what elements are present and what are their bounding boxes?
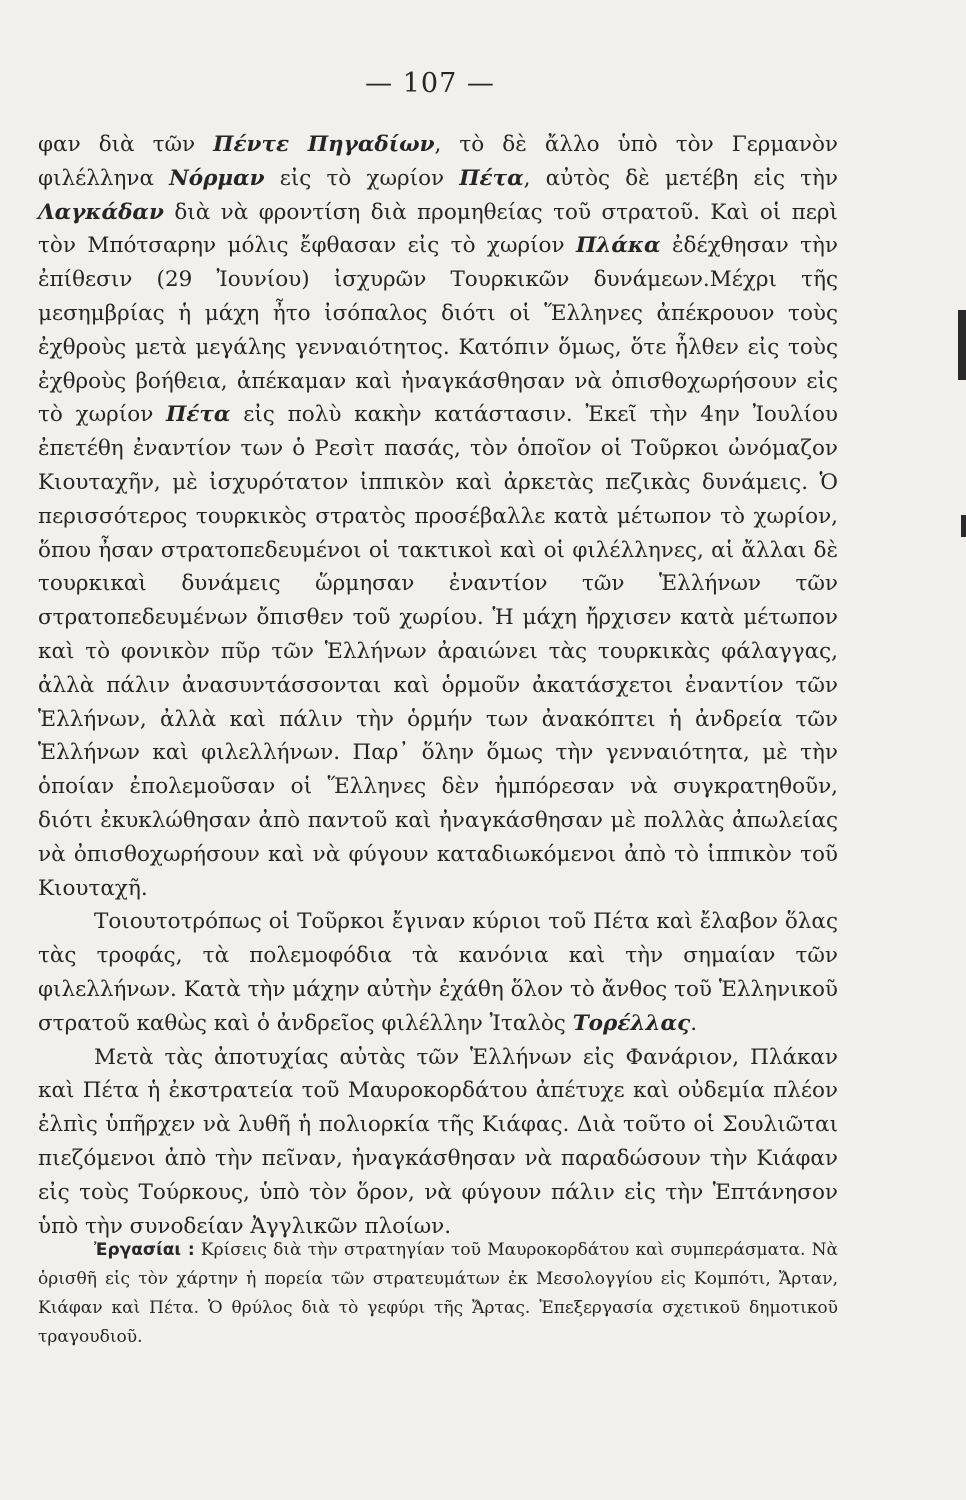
text-run: , αὐτὸς δὲ μετέβη εἰς τὴν: [523, 165, 838, 191]
page-edge-mark: [961, 515, 966, 537]
text-run: διὰ νὰ φροντίση διὰ προμηθείας τοῦ στρατοῦ. Καὶ οἱ περὶ τὸν Μπότσαρην μόλις ἔφθασαν εἰς τὸ χωρίον: [38, 199, 838, 259]
emphasized-person-name: Νόρμαν: [169, 165, 265, 191]
tasks-section: [38, 1236, 838, 1352]
text-run: , τὸ δὲ ἄλλο ὑπὸ τὸν Γερμανὸν φιλέλληνα: [38, 132, 838, 191]
tasks-paragraph: [38, 1236, 838, 1352]
paragraph: [38, 128, 838, 905]
text-run: ἐδέχθησαν τὴν ἐπίθεσιν (29 Ἰουνίου) ἰσχυρῶν Τουρκικῶν δυνάμεων.Μέχρι τῆς μεσημβρίας ἡ μάχη ἦτο ἰσόπαλος διότι οἱ Ἕλληνες ἀπέκρουον τοὺς ἐχθροὺς μετὰ μεγάλης γενναιότητος. Κατόπιν ὅμως, ὅτε ἦλθεν εἰς τοὺς ἐχθροὺς βοήθεια, ἀπέκαμαν καὶ ἠναγκάσθησαν νὰ ὀπισθοχωρήσουν εἰς τὸ χωρίον: [38, 233, 838, 428]
paragraph: [38, 905, 838, 1040]
text-run: φαν διὰ τῶν: [38, 132, 214, 157]
text-run: .: [690, 1010, 698, 1036]
paragraph: Μετὰ τὰς ἀποτυχίας αὐτὰς τῶν Ἑλλήνων εἰς Φανάριον, Πλάκαν καὶ Πέτα ἡ ἐκστρατεία τοῦ Μαυροκορδάτου ἀπέτυχε καὶ οὐδεμία πλέον ἐλπὶς ὑπῆρχεν νὰ λυθῆ ἡ πολιορκία τῆς Κιάφας. Διὰ τοῦτο οἱ Σουλιῶται πιεζόμενοι ἀπὸ τὴν πεῖναν, ἠναγκάσθησαν νὰ παραδώσουν τὴν Κιάφαν εἰς τοὺς Τούρκους, ὑπὸ τὸν ὅρον, νὰ φύγουν πάλιν εἰς τὴν Ἑπτάνησον ὑπὸ τὴν συνοδείαν Ἀγγλικῶν πλοίων.: [38, 1044, 838, 1239]
emphasized-place-name: Πέτα: [166, 402, 231, 428]
text-run: εἰς πολὺ κακὴν κατάστασιν. Ἐκεῖ τὴν 4ην Ἰουλίου ἐπετέθη ἐναντίον των ὁ Ρεσὶτ πασάς, τὸν ὁποῖον οἱ Τοῦρκοι ὠνόμαζον Κιουταχῆν, μὲ ἰσχυρότατον ἱππικὸν καὶ ἀρκετὰς πεζικὰς δυνάμεις. Ὁ περισσότερος τουρκικὸς στρατὸς προσέβαλλε κατὰ μέτωπον τὸ χωρίον, ὅπου ἦσαν στρατοπεδευμένοι οἱ τακτικοὶ καὶ οἱ φιλέλληνες, αἱ ἄλλαι δὲ τουρκικαὶ δυνάμεις ὥρμησαν ἐναντίον τῶν Ἑλλήνων τῶν στρατοπεδευμένων ὄπισθεν τοῦ χωρίου. Ἡ μάχη ἤρχισεν κατὰ μέτωπον καὶ τὸ φονικὸν πῦρ τῶν Ἑλλήνων ἀραιώνει τὰς τουρκικὰς φάλαγγας, ἀλλὰ πάλιν ἀνασυντάσσονται καὶ ὁρμοῦν ἀκατάσχετοι ἐναντίον τῶν Ἑλλήνων, ἀλλὰ καὶ πάλιν τὴν ὁρμήν των ἀνακόπτει ἡ ἀνδρεία τῶν Ἑλλήνων καὶ φιλελλήνων. Παρ᾽ ὅλην ὅμως τὴν γενναιότητα, μὲ τὴν ὁποίαν ἐπολεμοῦσαν οἱ Ἕλληνες δὲν ἠμπόρεσαν νὰ συγκρατηθοῦν, διότι ἐκυκλώθησαν ἀπὸ παντοῦ καὶ ἠναγκάσθησαν μὲ πολλὰς ἀπωλείας νὰ ὀπισθοχωρήσουν καὶ νὰ φύγουν καταδιωκόμενοι ἀπὸ τὸ ἱππικὸν τοῦ Κιουταχῆ.: [38, 402, 838, 901]
page-number: — 107 —: [365, 68, 495, 99]
emphasized-person-name: Τορέλλας: [572, 1010, 691, 1036]
emphasized-place-name: Πέντε Πηγαδίων: [213, 132, 435, 157]
tasks-text: Κρίσεις διὰ τὴν στρατηγίαν τοῦ Μαυροκορδάτου καὶ συμπεράσματα. Νὰ ὁρισθῆ εἰς τὸν χάρτην ἡ πορεία τῶν στρατευμάτων ἐκ Μεσολογγίου εἰς Κομπότι, Ἄρταν, Κιάφαν καὶ Πέτα. Ὁ θρύλος διὰ τὸ γεφύρι τῆς Ἄρτας. Ἐπεξεργασία σχετικοῦ δημοτικοῦ τραγουδιοῦ.: [38, 1240, 838, 1347]
emphasized-place-name: Πέτα: [459, 165, 524, 191]
body-text: [38, 128, 838, 1243]
page-edge-mark: [958, 310, 966, 380]
text-run: Τοιουτοτρόπως οἱ Τοῦρκοι ἔγιναν κύριοι τοῦ Πέτα καὶ ἔλαβον ὅλας τὰς τροφάς, τὰ πολεμοφόδια τὰ κανόνια καὶ τὴν σημαίαν τῶν φιλελλήνων. Κατὰ τὴν μάχην αὐτὴν ἐχάθη ὅλον τὸ ἄνθος τοῦ Ἑλληνικοῦ στρατοῦ καθὼς καὶ ὁ ἀνδρεῖος φιλέλλην Ἰταλὸς: [38, 909, 838, 1036]
tasks-label: Ἐργασίαι :: [94, 1240, 195, 1260]
emphasized-place-name: Λαγκάδαν: [38, 199, 164, 225]
emphasized-place-name: Πλάκα: [575, 233, 661, 259]
text-run: εἰς τὸ χωρίον: [264, 165, 460, 191]
